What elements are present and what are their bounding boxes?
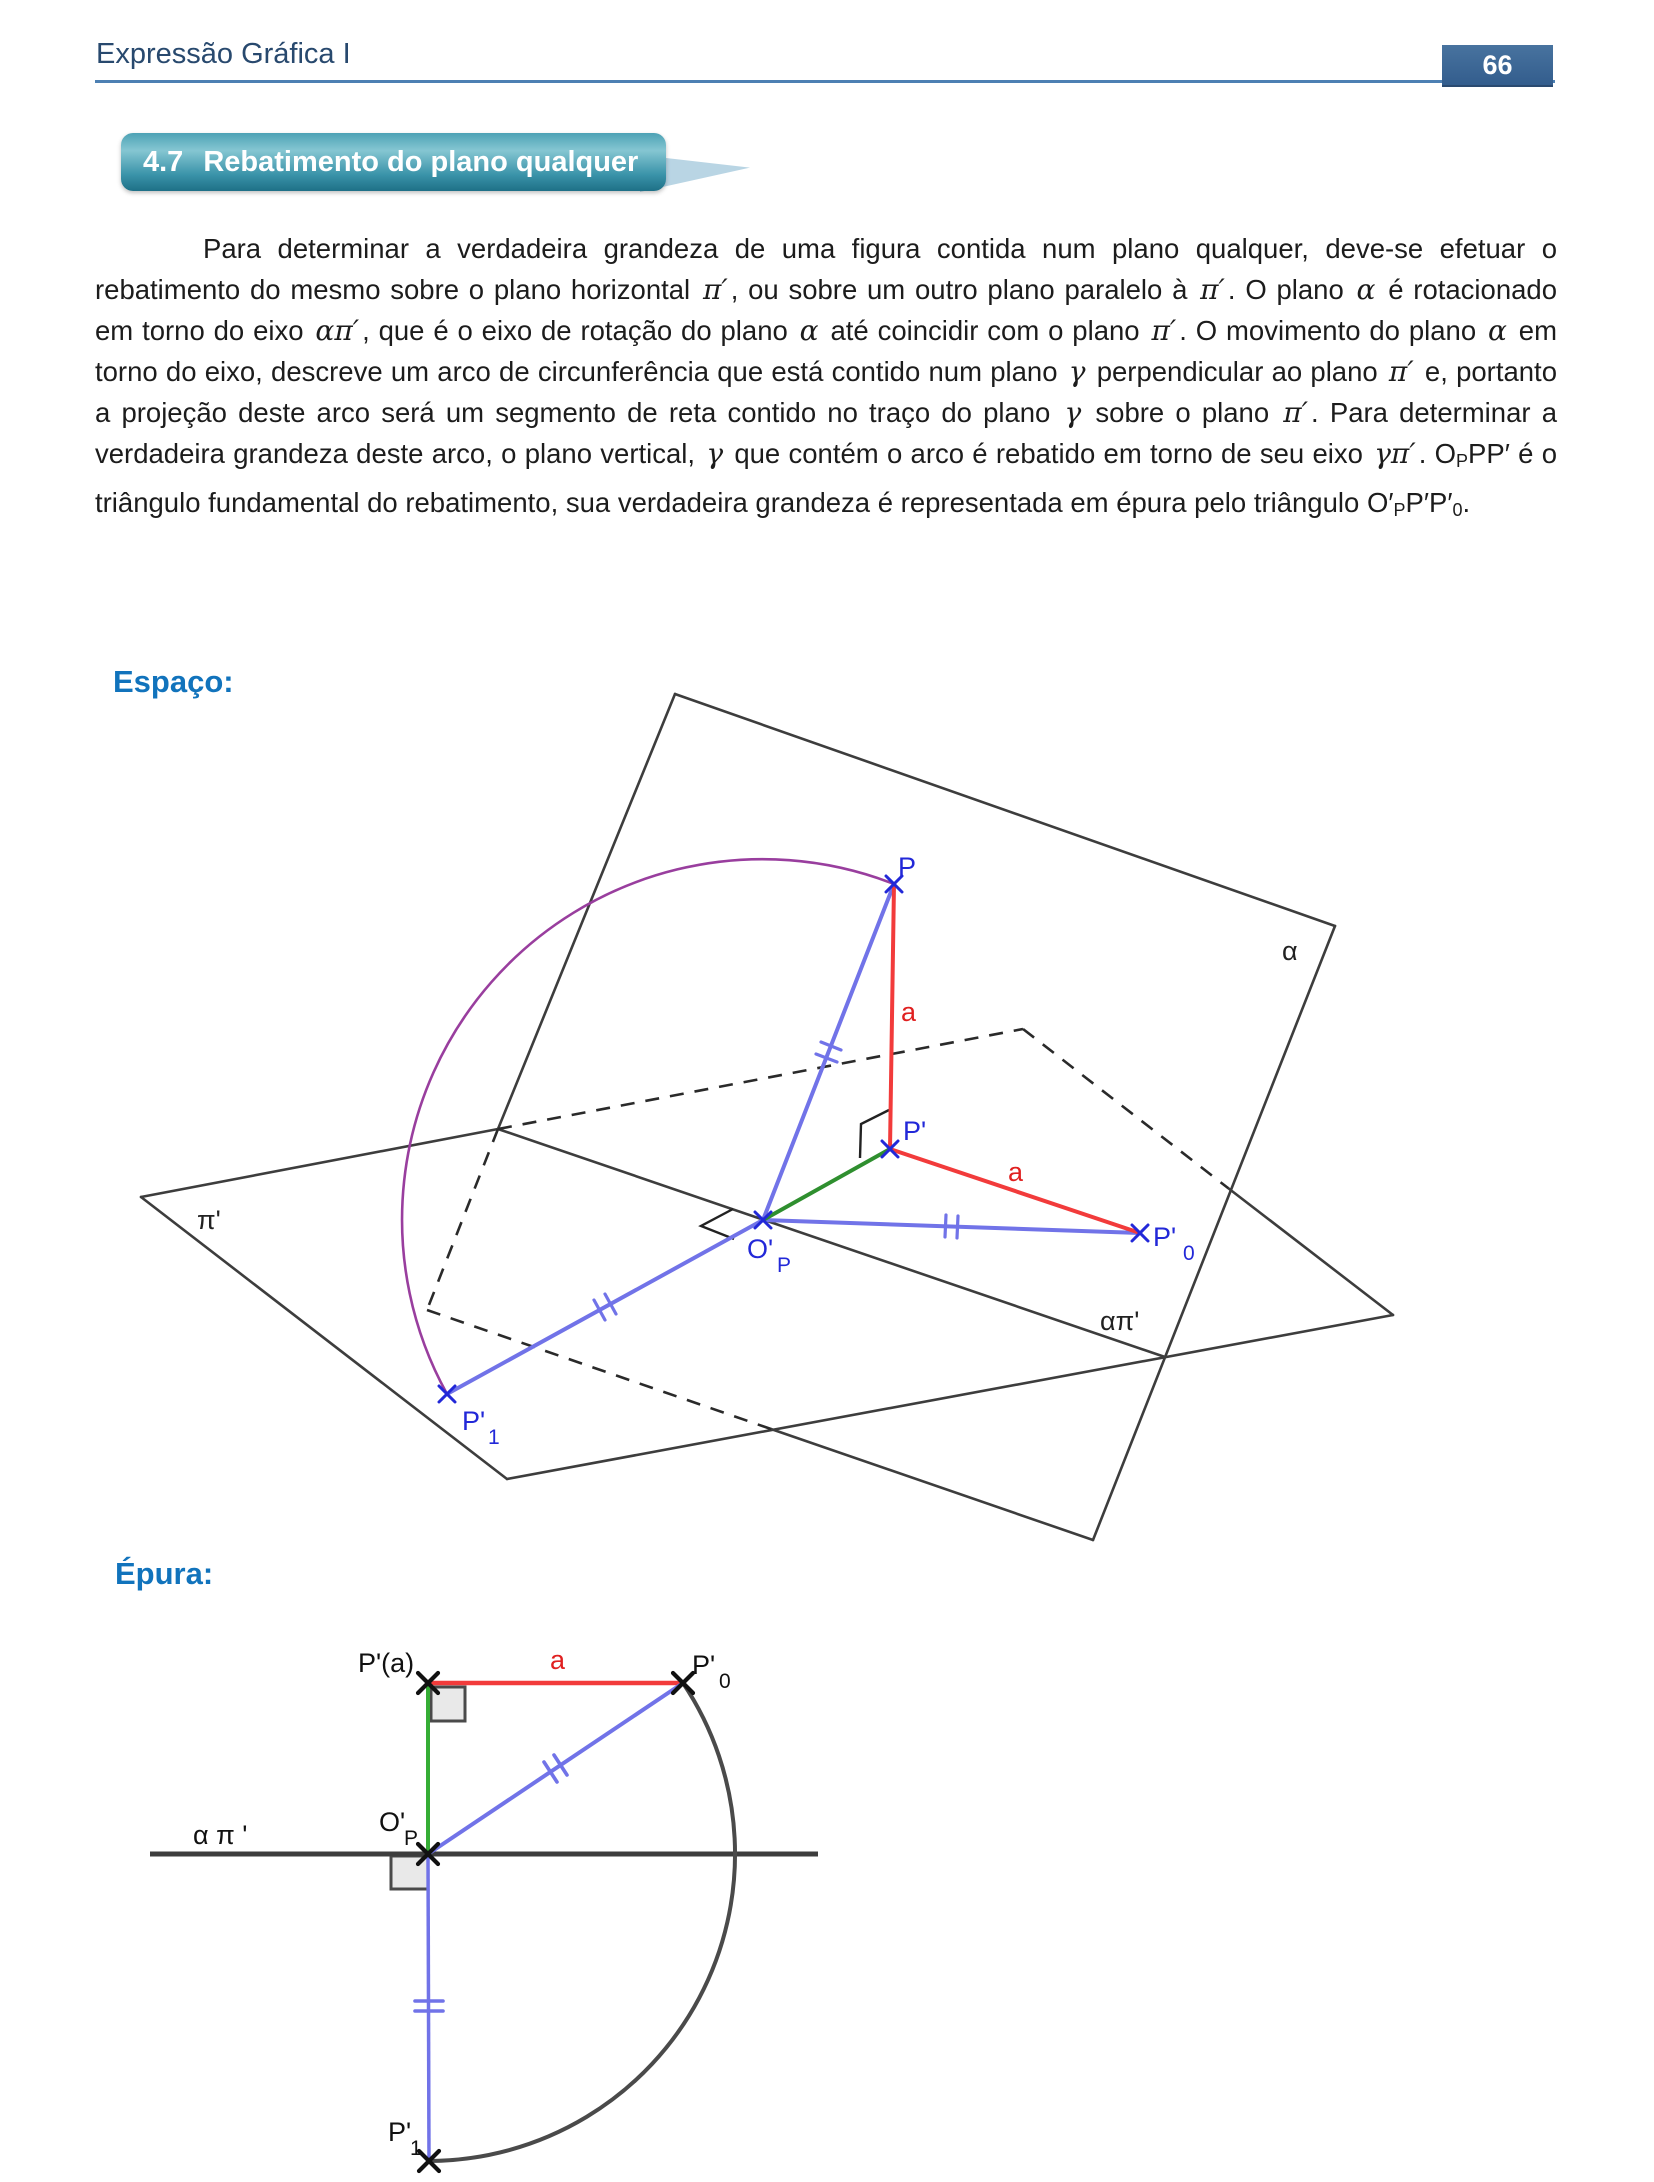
math-symbol: α bbox=[1356, 273, 1376, 306]
epura-diagram bbox=[120, 1630, 840, 2182]
paragraph-text: 0 bbox=[1452, 500, 1463, 520]
label-P: P bbox=[898, 852, 917, 882]
point-markers bbox=[418, 1673, 693, 2171]
pi-plane-right-edge-hidden bbox=[1023, 1029, 1228, 1188]
congruence-ticks bbox=[415, 1755, 567, 2011]
paragraph-text: em torno do eixo, descreve um arco de circunferência que está contido num plano bbox=[95, 315, 1557, 387]
math-symbol: π′ bbox=[1200, 273, 1225, 306]
label-OP-sub: P bbox=[777, 1254, 792, 1277]
label-OP-main: O' bbox=[379, 1807, 406, 1837]
pi-plane-top-edge bbox=[141, 1129, 498, 1197]
alpha-plane-left-edge-hidden bbox=[427, 1129, 498, 1310]
paragraph-text: P′P′ bbox=[1405, 487, 1453, 518]
pi-plane-right-edge bbox=[1228, 1188, 1393, 1315]
paragraph-text: até coincidir com o plano bbox=[821, 315, 1149, 346]
body-paragraph bbox=[95, 228, 1557, 531]
header-rule bbox=[95, 80, 1555, 83]
math-symbol: γ bbox=[706, 437, 724, 470]
label-Pa: P'(a) bbox=[358, 1648, 415, 1678]
gamma-trace-line bbox=[498, 1129, 1165, 1357]
paragraph-text: é rotacionado em torno do eixo bbox=[95, 274, 1558, 346]
math-symbol: π′ bbox=[1388, 355, 1414, 388]
segment-OP-P1-blue bbox=[428, 1854, 429, 2161]
label-alpha-plane: α bbox=[1282, 936, 1298, 966]
label-P0-sub: 0 bbox=[719, 1670, 731, 1693]
segment-P-OP bbox=[763, 884, 894, 1220]
blue-segments bbox=[447, 884, 1140, 1394]
label-axis: α π ' bbox=[193, 1820, 248, 1850]
paragraph-text: que contém o arco é rebatido em torno de seu eixo bbox=[726, 438, 1372, 469]
math-symbol: α bbox=[1488, 314, 1507, 347]
label-pi-plane: π' bbox=[197, 1205, 221, 1235]
label-P0-main: P' bbox=[692, 1650, 716, 1680]
point-marker-P1 bbox=[439, 1386, 455, 1402]
epura-heading: Épura: bbox=[115, 1556, 214, 1591]
label-P1-sub: 1 bbox=[410, 2137, 422, 2160]
page-number: 66 bbox=[1482, 49, 1513, 80]
math-symbol: α bbox=[799, 314, 819, 347]
paragraph-text: e, portanto a projeção deste arco será um segmento de reta contido no traço do plano bbox=[95, 356, 1557, 428]
paragraph-text: . bbox=[1462, 487, 1471, 518]
alpha-plane-left-edge bbox=[498, 694, 675, 1129]
segment-OP-P1 bbox=[447, 1220, 763, 1394]
congruence-tick bbox=[544, 1762, 557, 1782]
congruence-tick bbox=[957, 1216, 958, 1238]
plane-edges-solid bbox=[141, 694, 1393, 1540]
section-number: 4.7 bbox=[143, 145, 184, 178]
alpha-plane-bottom-edge bbox=[771, 1429, 1093, 1540]
paragraph-text: P bbox=[1456, 451, 1469, 471]
section-title: Rebatimento do plano qualquer bbox=[203, 145, 639, 178]
paragraph-text: Para determinar a verdadeira grandeza de uma figura contida num plano qualquer, deve-se efetuar o rebatimento do mesmo sobre o plano horizontal bbox=[95, 233, 1557, 305]
label-P0-main: P' bbox=[1153, 1222, 1177, 1252]
label-P1-main: P' bbox=[388, 2117, 412, 2147]
pi-plane-bottom-edge bbox=[507, 1315, 1393, 1479]
label-a-lower: a bbox=[1008, 1157, 1024, 1187]
label-OP-sub: P bbox=[404, 1827, 419, 1850]
math-symbol: γ bbox=[1064, 396, 1082, 429]
pi-plane-top-edge-hidden bbox=[498, 1029, 1023, 1129]
paragraph-text: , que é o eixo de rotação do plano bbox=[362, 315, 797, 346]
congruence-tick bbox=[945, 1215, 946, 1237]
rotation-arc bbox=[402, 859, 894, 1394]
paragraph-text: . O movimento do plano bbox=[1179, 315, 1485, 346]
paragraph-text: PP′ é o triângulo fundamental do rebatimento, sua verdadeira grandeza é representada em épura pelo triângulo O′ bbox=[95, 438, 1558, 518]
segment-OP-P0 bbox=[763, 1220, 1140, 1233]
math-symbol: απ′ bbox=[315, 314, 360, 347]
espaco-diagram bbox=[90, 680, 1420, 1560]
label-P1-main: P' bbox=[462, 1406, 486, 1436]
label-P-line: P' bbox=[903, 1116, 927, 1146]
section-banner bbox=[121, 133, 666, 191]
label-P0-sub: 0 bbox=[1183, 1242, 1195, 1265]
congruence-tick bbox=[554, 1755, 567, 1775]
math-symbol: π′ bbox=[1283, 396, 1309, 429]
label-P1-sub: 1 bbox=[488, 1426, 500, 1449]
segment-P-Pline bbox=[890, 884, 894, 1149]
label-a: a bbox=[550, 1645, 566, 1675]
paragraph-text: . O bbox=[1418, 438, 1456, 469]
paragraph-text: sobre o plano bbox=[1084, 397, 1281, 428]
segment-OP-Pline-green bbox=[763, 1149, 890, 1220]
page-number-badge bbox=[1442, 45, 1553, 87]
label-alpha-pi-axis: απ' bbox=[1100, 1306, 1140, 1336]
label-a-upper: a bbox=[901, 997, 917, 1027]
paragraph-text: , ou sobre um outro plano paralelo à bbox=[730, 274, 1198, 305]
espaco-heading: Espaço: bbox=[113, 664, 234, 699]
math-symbol: γ bbox=[1068, 355, 1086, 388]
paragraph-text: P bbox=[1393, 500, 1406, 520]
math-symbol: π′ bbox=[702, 273, 728, 306]
paragraph-text: . Para determinar a verdadeira grandeza deste arco, o plano vertical, bbox=[95, 397, 1557, 469]
paragraph-text: . O plano bbox=[1227, 274, 1354, 305]
rebatement-arc bbox=[429, 1683, 735, 2161]
math-symbol: γπ′ bbox=[1374, 437, 1416, 470]
right-angle-mark-OP bbox=[701, 1209, 734, 1239]
paragraph-text: perpendicular ao plano bbox=[1088, 356, 1386, 387]
pi-plane-left-edge bbox=[141, 1197, 507, 1479]
label-OP-main: O' bbox=[747, 1234, 774, 1264]
document-title: Expressão Gráfica I bbox=[96, 38, 351, 70]
alpha-plane-top-edge bbox=[675, 694, 1335, 926]
math-symbol: π′ bbox=[1151, 314, 1177, 347]
